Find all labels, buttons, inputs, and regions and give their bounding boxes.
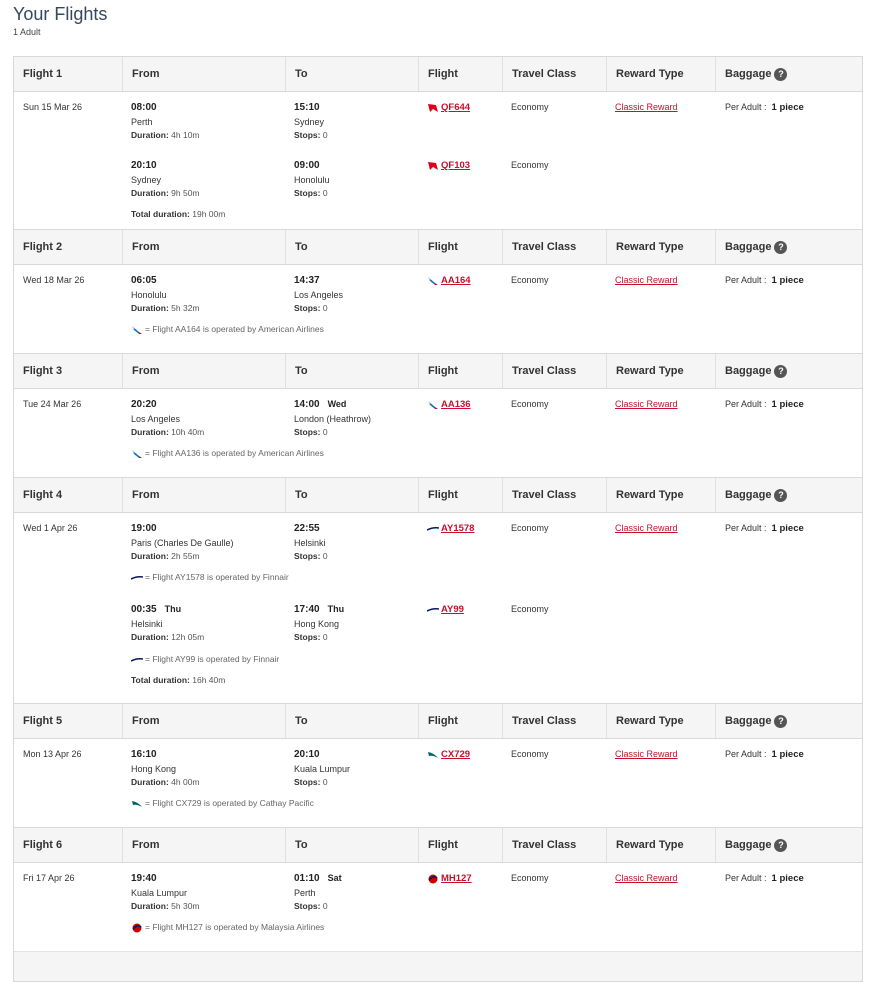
to-heading: To	[285, 354, 418, 388]
stops-value: 0	[322, 901, 328, 911]
flight-code-link[interactable]: AY99	[441, 604, 464, 615]
flight-date: Wed 18 Mar 26	[23, 275, 85, 285]
departure-city: Sydney	[131, 175, 162, 185]
arrival-time-value: 14:37	[294, 275, 320, 286]
travel-class: Economy	[511, 160, 549, 170]
baggage-allowance	[725, 399, 804, 410]
reward-type-link[interactable]: Classic Reward	[615, 873, 678, 883]
baggage-heading	[715, 478, 864, 512]
baggage-heading-label: Baggage	[725, 489, 772, 501]
arrival-city: London (Heathrow)	[294, 414, 372, 424]
flight-heading: Flight	[418, 478, 502, 512]
flight-heading: Flight	[418, 57, 502, 91]
segment-stops	[294, 303, 328, 313]
arrival-day: Wed	[327, 399, 347, 409]
flight-header-row	[14, 230, 862, 265]
total-duration-value: 16h 40m	[192, 675, 226, 685]
baggage-value: 1 piece	[771, 102, 804, 113]
operated-by-text: = Flight AY1578 is operated by Finnair	[145, 572, 289, 582]
flight-code-link[interactable]: QF103	[441, 160, 471, 171]
flight-number-heading: Flight 6	[23, 839, 63, 851]
duration-value: 5h 30m	[171, 901, 200, 911]
flight-code-link[interactable]: CX729	[441, 749, 471, 760]
flight-number-heading: Flight 5	[23, 715, 63, 727]
baggage-value: 1 piece	[771, 399, 804, 410]
arrival-city: Helsinki	[294, 538, 326, 548]
flight-number-heading: Flight 1	[23, 68, 63, 80]
stops-label: Stops:	[294, 551, 321, 561]
departure-time	[131, 399, 157, 410]
flight-code-cell	[427, 399, 471, 410]
baggage-heading-label: Baggage	[725, 715, 772, 727]
flight-header-row	[14, 828, 862, 863]
help-icon[interactable]: ?	[774, 241, 787, 254]
reward-type-link[interactable]: Classic Reward	[615, 275, 678, 285]
travel-class-heading: Travel Class	[502, 828, 606, 862]
departure-time-value: 06:05	[131, 275, 157, 286]
from-heading: From	[122, 478, 285, 512]
reward-type-heading: Reward Type	[606, 828, 715, 862]
to-heading: To	[285, 57, 418, 91]
baggage-heading	[715, 354, 864, 388]
duration-label: Duration:	[131, 551, 169, 561]
flight-heading: Flight	[418, 828, 502, 862]
duration-value: 10h 40m	[171, 427, 205, 437]
baggage-allowance	[725, 102, 804, 113]
baggage-label: Per Adult :	[725, 749, 767, 759]
flight-number-heading: Flight 2	[23, 241, 63, 253]
arrival-city: Los Angeles	[294, 290, 344, 300]
baggage-heading	[715, 828, 864, 862]
flight-heading: Flight	[418, 354, 502, 388]
flight-details	[14, 513, 862, 704]
stops-label: Stops:	[294, 303, 321, 313]
to-heading: To	[285, 704, 418, 738]
departure-city: Perth	[131, 117, 153, 127]
flight-code-link[interactable]: QF644	[441, 102, 471, 113]
baggage-label: Per Adult :	[725, 399, 767, 409]
duration-label: Duration:	[131, 427, 169, 437]
help-icon[interactable]: ?	[774, 715, 787, 728]
operated-by-text: = Flight CX729 is operated by Cathay Pacific	[145, 798, 314, 808]
arrival-time	[294, 275, 320, 286]
segment-stops	[294, 901, 328, 911]
departure-time-value: 08:00	[131, 102, 157, 113]
airline-logo-icon	[131, 922, 145, 932]
airline-logo-icon	[427, 102, 441, 112]
baggage-label: Per Adult :	[725, 102, 767, 112]
flight-code-link[interactable]: AY1578	[441, 523, 475, 534]
segment-duration	[131, 130, 200, 140]
stops-value: 0	[322, 551, 328, 561]
travel-class: Economy	[511, 604, 549, 614]
flight-heading: Flight	[418, 704, 502, 738]
baggage-value: 1 piece	[771, 749, 804, 760]
stops-label: Stops:	[294, 777, 321, 787]
flight-date: Wed 1 Apr 26	[23, 523, 78, 533]
duration-label: Duration:	[131, 632, 169, 642]
baggage-value: 1 piece	[771, 275, 804, 286]
operated-by-text: = Flight AY99 is operated by Finnair	[145, 654, 280, 664]
airline-logo-icon	[131, 572, 145, 582]
airline-logo-icon	[131, 798, 145, 808]
help-icon[interactable]: ?	[774, 489, 787, 502]
departure-day: Thu	[164, 604, 182, 614]
flight-date: Sun 15 Mar 26	[23, 102, 83, 112]
flight-code-link[interactable]: MH127	[441, 873, 472, 884]
flight-heading: Flight	[418, 230, 502, 264]
duration-value: 4h 10m	[171, 130, 200, 140]
arrival-city: Honolulu	[294, 175, 330, 185]
arrival-day: Thu	[327, 604, 345, 614]
reward-type-heading: Reward Type	[606, 704, 715, 738]
flight-header-row	[14, 704, 862, 739]
reward-type-heading: Reward Type	[606, 57, 715, 91]
segment-duration	[131, 303, 200, 313]
travel-class: Economy	[511, 275, 549, 285]
total-duration-label: Total duration:	[131, 209, 190, 219]
duration-value: 12h 05m	[171, 632, 205, 642]
stops-value: 0	[322, 777, 328, 787]
arrival-time	[294, 160, 320, 171]
segment-stops	[294, 777, 328, 787]
travel-class: Economy	[511, 399, 549, 409]
airline-logo-icon	[427, 160, 441, 170]
flight-block	[14, 354, 862, 478]
flight-details	[14, 92, 862, 230]
departure-city: Kuala Lumpur	[131, 888, 188, 898]
segment-duration	[131, 427, 204, 437]
baggage-value: 1 piece	[771, 873, 804, 884]
departure-time-value: 20:20	[131, 399, 157, 410]
travel-class-heading: Travel Class	[502, 354, 606, 388]
stops-value: 0	[322, 130, 328, 140]
airline-logo-icon	[427, 399, 441, 409]
duration-value: 9h 50m	[171, 188, 200, 198]
departure-time	[131, 873, 157, 884]
baggage-label: Per Adult :	[725, 873, 767, 883]
arrival-time	[294, 604, 344, 615]
flight-code-link[interactable]: AA136	[441, 399, 471, 410]
reward-type-link[interactable]: Classic Reward	[615, 102, 678, 112]
flight-code-cell	[427, 523, 474, 534]
operated-by-text: = Flight MH127 is operated by Malaysia Airlines	[145, 922, 325, 932]
departure-time	[131, 749, 157, 760]
segment-stops	[294, 188, 328, 198]
baggage-allowance	[725, 275, 804, 286]
passenger-count: 1 Adult	[13, 27, 41, 37]
arrival-time-value: 01:10	[294, 873, 320, 884]
arrival-time-value: 20:10	[294, 749, 320, 760]
arrival-time-value: 22:55	[294, 523, 320, 534]
travel-class-heading: Travel Class	[502, 704, 606, 738]
baggage-label: Per Adult :	[725, 523, 767, 533]
help-icon[interactable]: ?	[774, 839, 787, 852]
airline-logo-icon	[427, 275, 441, 285]
flight-code-cell	[427, 749, 470, 760]
departure-time	[131, 523, 157, 534]
flight-header-row	[14, 354, 862, 389]
operated-by-note	[131, 572, 289, 583]
duration-value: 5h 32m	[171, 303, 200, 313]
departure-time	[131, 160, 157, 171]
baggage-allowance	[725, 523, 804, 534]
help-icon[interactable]: ?	[774, 365, 787, 378]
departure-time	[131, 102, 157, 113]
flight-header-row	[14, 57, 862, 92]
duration-label: Duration:	[131, 188, 169, 198]
flight-date: Fri 17 Apr 26	[23, 873, 75, 883]
flight-blocks	[14, 57, 862, 952]
segment-duration	[131, 188, 200, 198]
reward-type-heading: Reward Type	[606, 354, 715, 388]
departure-city: Honolulu	[131, 290, 167, 300]
help-icon[interactable]: ?	[774, 68, 787, 81]
flight-details	[14, 739, 862, 828]
arrival-time	[294, 873, 342, 884]
stops-value: 0	[322, 632, 328, 642]
baggage-heading-label: Baggage	[725, 365, 772, 377]
airline-logo-icon	[427, 604, 441, 614]
departure-city: Los Angeles	[131, 414, 181, 424]
flight-code-cell	[427, 873, 472, 884]
segment-stops	[294, 632, 328, 642]
airline-logo-icon	[427, 523, 441, 533]
arrival-city: Sydney	[294, 117, 325, 127]
segment-duration	[131, 777, 200, 787]
airline-logo-icon	[131, 324, 145, 334]
arrival-time	[294, 523, 320, 534]
reward-type-link[interactable]: Classic Reward	[615, 523, 678, 533]
travel-class: Economy	[511, 749, 549, 759]
flight-block	[14, 704, 862, 828]
baggage-allowance	[725, 873, 804, 884]
duration-label: Duration:	[131, 303, 169, 313]
total-duration-value: 19h 00m	[192, 209, 226, 219]
operated-by-note	[131, 324, 324, 335]
baggage-heading-label: Baggage	[725, 68, 772, 80]
baggage-heading	[715, 230, 864, 264]
reward-type-link[interactable]: Classic Reward	[615, 399, 678, 409]
departure-city: Helsinki	[131, 619, 163, 629]
airline-logo-icon	[131, 448, 145, 458]
from-heading: From	[122, 57, 285, 91]
operated-by-note	[131, 448, 324, 459]
table-footer	[14, 951, 862, 981]
baggage-heading-label: Baggage	[725, 839, 772, 851]
airline-logo-icon	[131, 654, 145, 664]
baggage-heading	[715, 704, 864, 738]
flight-number-heading: Flight 4	[23, 489, 63, 501]
travel-class: Economy	[511, 102, 549, 112]
travel-class-heading: Travel Class	[502, 478, 606, 512]
departure-time	[131, 604, 181, 615]
baggage-value: 1 piece	[771, 523, 804, 534]
total-duration	[131, 675, 225, 685]
segment-duration	[131, 632, 204, 642]
flight-code-cell	[427, 604, 464, 615]
total-duration	[131, 209, 225, 219]
stops-label: Stops:	[294, 632, 321, 642]
flight-code-cell	[427, 275, 471, 286]
flight-code-cell	[427, 160, 470, 171]
flight-header-row	[14, 478, 862, 513]
flight-details	[14, 863, 862, 952]
segment-duration	[131, 551, 200, 561]
from-heading: From	[122, 230, 285, 264]
flight-number-heading: Flight 3	[23, 365, 63, 377]
departure-time-value: 00:35	[131, 604, 157, 615]
reward-type-link[interactable]: Classic Reward	[615, 749, 678, 759]
departure-time	[131, 275, 157, 286]
stops-value: 0	[322, 188, 328, 198]
arrival-time-value: 15:10	[294, 102, 320, 113]
arrival-city: Hong Kong	[294, 619, 340, 629]
flight-date: Mon 13 Apr 26	[23, 749, 82, 759]
segment-duration	[131, 901, 200, 911]
travel-class-heading: Travel Class	[502, 57, 606, 91]
travel-class-heading: Travel Class	[502, 230, 606, 264]
flights-table	[13, 56, 863, 982]
baggage-heading-label: Baggage	[725, 241, 772, 253]
flight-details	[14, 265, 862, 354]
flight-block	[14, 828, 862, 952]
stops-label: Stops:	[294, 427, 321, 437]
operated-by-note	[131, 798, 314, 809]
baggage-allowance	[725, 749, 804, 760]
reward-type-heading: Reward Type	[606, 478, 715, 512]
to-heading: To	[285, 478, 418, 512]
arrival-time-value: 09:00	[294, 160, 320, 171]
arrival-time	[294, 102, 320, 113]
departure-city: Hong Kong	[131, 764, 177, 774]
flight-code-link[interactable]: AA164	[441, 275, 471, 286]
to-heading: To	[285, 828, 418, 862]
airline-logo-icon	[427, 749, 441, 759]
departure-time-value: 16:10	[131, 749, 157, 760]
page-title: Your Flights	[13, 4, 108, 24]
from-heading: From	[122, 354, 285, 388]
departure-time-value: 19:00	[131, 523, 157, 534]
operated-by-note	[131, 922, 324, 933]
arrival-city: Perth	[294, 888, 316, 898]
arrival-city: Kuala Lumpur	[294, 764, 351, 774]
flight-block	[14, 230, 862, 354]
arrival-time-value: 14:00	[294, 399, 320, 410]
departure-time-value: 20:10	[131, 160, 157, 171]
segment-stops	[294, 130, 328, 140]
departure-city: Paris (Charles De Gaulle)	[131, 538, 234, 548]
flight-block	[14, 57, 862, 230]
total-duration-label: Total duration:	[131, 675, 190, 685]
reward-type-heading: Reward Type	[606, 230, 715, 264]
stops-label: Stops:	[294, 188, 321, 198]
duration-label: Duration:	[131, 130, 169, 140]
duration-label: Duration:	[131, 777, 169, 787]
baggage-heading	[715, 57, 864, 91]
flight-date: Tue 24 Mar 26	[23, 399, 82, 409]
from-heading: From	[122, 704, 285, 738]
operated-by-text: = Flight AA164 is operated by American Airlines	[145, 324, 324, 334]
travel-class: Economy	[511, 873, 549, 883]
flight-details	[14, 389, 862, 478]
to-heading: To	[285, 230, 418, 264]
stops-label: Stops:	[294, 130, 321, 140]
arrival-time	[294, 749, 320, 760]
travel-class: Economy	[511, 523, 549, 533]
airline-logo-icon	[427, 873, 441, 883]
segment-stops	[294, 551, 328, 561]
arrival-day: Sat	[327, 873, 342, 883]
stops-value: 0	[322, 427, 328, 437]
duration-label: Duration:	[131, 901, 169, 911]
operated-by-note	[131, 654, 279, 665]
flight-block	[14, 478, 862, 704]
arrival-time	[294, 399, 346, 410]
duration-value: 4h 00m	[171, 777, 200, 787]
stops-label: Stops:	[294, 901, 321, 911]
departure-time-value: 19:40	[131, 873, 157, 884]
from-heading: From	[122, 828, 285, 862]
duration-value: 2h 55m	[171, 551, 200, 561]
arrival-time-value: 17:40	[294, 604, 320, 615]
stops-value: 0	[322, 303, 328, 313]
flight-code-cell	[427, 102, 470, 113]
baggage-label: Per Adult :	[725, 275, 767, 285]
operated-by-text: = Flight AA136 is operated by American Airlines	[145, 448, 324, 458]
segment-stops	[294, 427, 328, 437]
